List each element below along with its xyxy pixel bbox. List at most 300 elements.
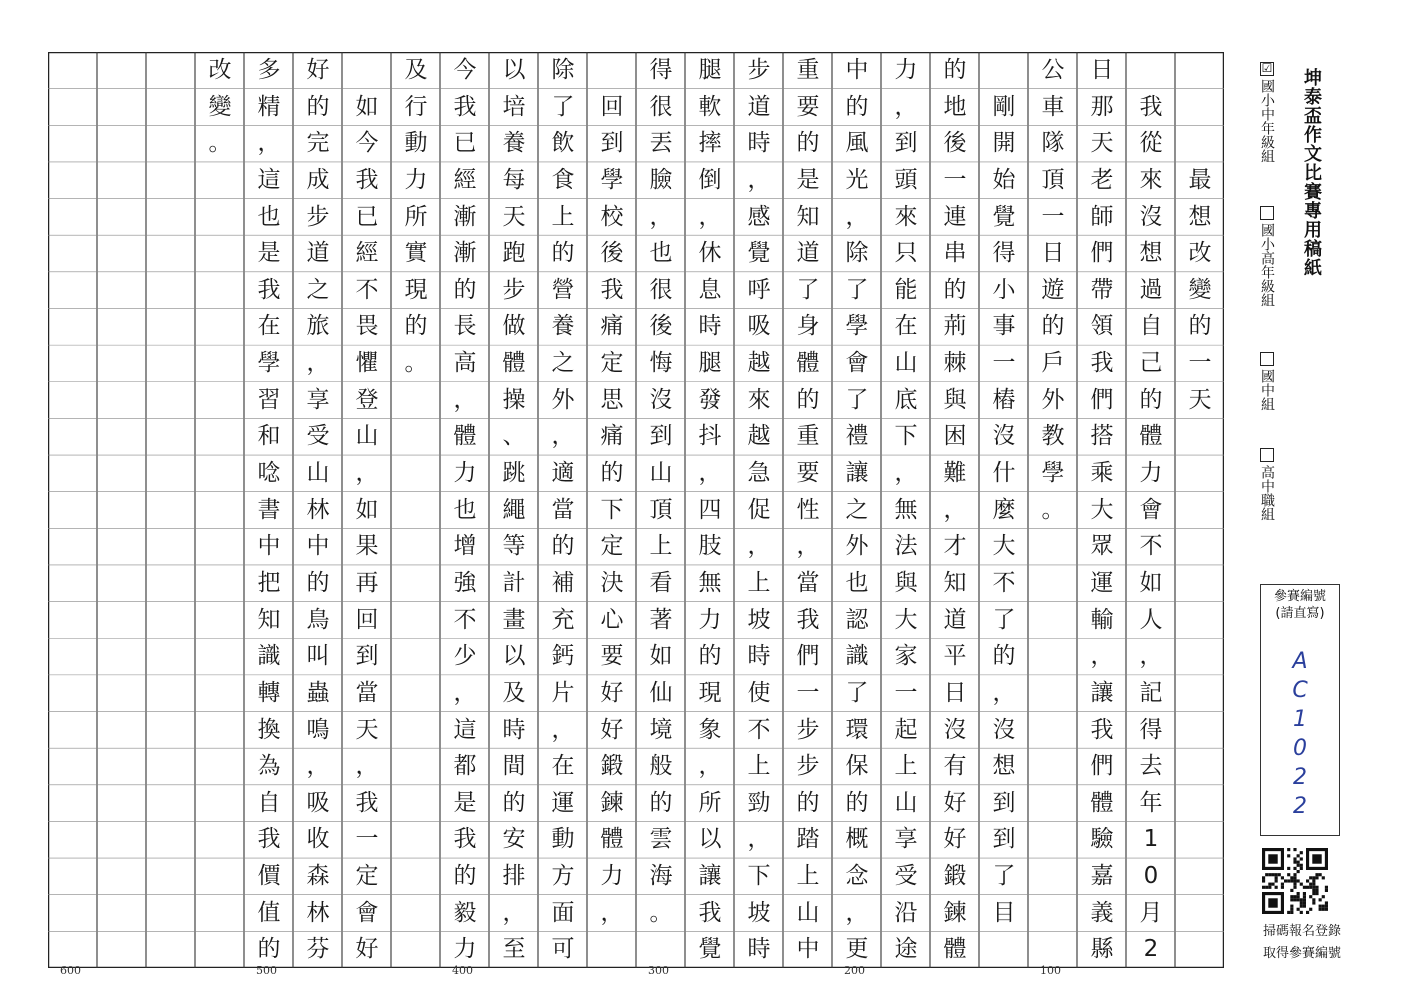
essay-char: 鳴 [306,716,330,743]
essay-char: 的 [943,276,967,303]
essay-char: 肢 [698,533,722,560]
essay-char: 好 [943,789,967,816]
essay-char: 讓 [1090,679,1114,706]
essay-char: ， [845,899,869,926]
essay-char: 得 [649,57,673,83]
essay-char: 海 [649,863,673,890]
essay-char: 日 [943,679,967,706]
essay-char: 養 [551,313,575,340]
essay-char: 力 [600,863,624,890]
essay-char: 的 [551,533,575,560]
essay-char: 養 [502,130,526,157]
essay-char: 呼 [747,276,771,303]
essay-char: 改 [208,57,232,83]
essay-char: 鍊 [600,789,624,816]
essay-char: 也 [453,496,477,523]
essay-char: ， [502,899,526,926]
essay-char: 識 [845,643,869,670]
essay-char: 經 [355,240,379,267]
essay-char: 很 [649,93,673,120]
essay-char: 的 [257,936,281,963]
essay-char: 沒 [943,716,967,743]
essay-char: 畫 [502,606,526,633]
essay-char: 經 [453,166,477,193]
essay-char: 下 [894,423,918,450]
essay-char: 們 [1090,386,1114,413]
essay-char: 做 [502,313,526,340]
essay-char: 林 [306,496,330,523]
essay-char: 知 [943,569,967,596]
essay-char: 培 [502,93,526,120]
essay-char: 的 [698,643,722,670]
essay-char: 體 [1090,789,1114,816]
essay-char: ， [698,460,722,487]
essay-char: 不 [355,276,379,303]
essay-char: 所 [404,203,428,230]
essay-char: 好 [600,679,624,706]
essay-char: 己 [1139,350,1163,377]
group-label: 國小中年級組 [1259,79,1275,163]
essay-char: 到 [992,826,1016,853]
essay-char: 連 [943,203,967,230]
essay-char: 鍛 [600,753,624,780]
essay-char: 人 [1139,606,1163,633]
essay-char: 臉 [649,166,673,193]
essay-char: 串 [943,240,967,267]
essay-char: 沒 [992,423,1016,450]
entry-number-box [1260,584,1340,836]
essay-char: 外 [1041,386,1065,413]
essay-char: 受 [894,863,918,890]
essay-char: 跑 [502,240,526,267]
essay-char: 我 [698,899,722,926]
essay-char: ， [747,533,771,560]
essay-char: ， [943,496,967,523]
essay-char: 漸 [453,240,477,267]
essay-char: ， [355,753,379,780]
essay-char: 來 [1139,166,1163,193]
essay-char: 悔 [649,350,673,377]
essay-char: 我 [600,276,624,303]
essay-char: 力 [894,57,918,83]
essay-char: 好 [943,826,967,853]
essay-char: 頭 [894,166,918,193]
scale-tick: 600 [60,964,81,977]
essay-char: 上 [796,863,820,890]
essay-char: 2 [1143,936,1159,963]
essay-char: 身 [796,313,820,340]
essay-char: 日 [1090,57,1114,83]
essay-char: 完 [306,130,330,157]
essay-char: 的 [600,460,624,487]
essay-char: 要 [796,93,820,120]
essay-char: 是 [257,240,281,267]
essay-char: 所 [698,789,722,816]
essay-char: 道 [747,93,771,120]
essay-char: 讓 [698,863,722,890]
essay-char: 重 [796,423,820,450]
essay-char: 力 [698,606,722,633]
essay-char: 事 [992,313,1016,340]
group-label: 國小高年級組 [1259,223,1275,307]
essay-char: 眾 [1090,533,1114,560]
essay-char: 一 [796,679,820,706]
essay-char: 棘 [943,350,967,377]
essay-char: ， [551,716,575,743]
essay-char: 旅 [306,313,330,340]
essay-char: ， [306,350,330,377]
essay-char: 中 [306,533,330,560]
essay-char: 概 [845,826,869,853]
essay-char: 覺 [698,936,722,963]
essay-char: 了 [992,606,1016,633]
essay-char: 我 [1139,93,1163,120]
essay-char: ， [306,753,330,780]
essay-char: 可 [551,936,575,963]
essay-char: 道 [943,606,967,633]
essay-char: 著 [649,606,673,633]
essay-char: 識 [257,643,281,670]
essay-char: 才 [943,533,967,560]
essay-char: 覺 [992,203,1016,230]
essay-char: 習 [257,386,281,413]
essay-char: 適 [551,460,575,487]
essay-char: 的 [845,789,869,816]
essay-char: 一 [1188,350,1212,377]
essay-char: 回 [600,93,624,120]
essay-char: 享 [306,386,330,413]
essay-char: 也 [845,569,869,596]
group-option[interactable] [1258,62,1276,163]
essay-char: 禮 [845,423,869,450]
essay-char: 力 [404,166,428,193]
qr-caption: 取得參賽編號 [1262,946,1341,961]
essay-char: 公 [1041,57,1065,83]
essay-char: 山 [355,423,379,450]
essay-char: 當 [551,496,575,523]
essay-char: 中 [257,533,281,560]
essay-char: 風 [845,130,869,157]
essay-char: 鍊 [943,899,967,926]
essay-char: 一 [1041,203,1065,230]
essay-char: 日 [1041,240,1065,267]
essay-char: 縣 [1090,936,1114,963]
essay-char: 到 [649,423,673,450]
essay-char: 能 [894,276,918,303]
essay-char: 下 [747,863,771,890]
essay-char: 一 [355,826,379,853]
essay-char: 值 [257,899,281,926]
essay-char: 實 [404,240,428,267]
essay-char: 了 [992,863,1016,890]
essay-char: 步 [306,203,330,230]
essay-char: 毅 [453,899,477,926]
essay-char: 什 [992,460,1016,487]
essay-char: 價 [257,863,281,890]
qr-caption: 掃碼報名登錄 [1262,924,1341,939]
essay-char: 的 [502,789,526,816]
essay-char: 。 [208,130,232,157]
essay-char: 增 [453,533,477,560]
essay-char: 開 [992,130,1016,157]
essay-char: 天 [1188,386,1212,413]
essay-char: 今 [453,57,477,83]
qr-code-icon[interactable] [1262,848,1328,914]
essay-char: 我 [257,276,281,303]
essay-char: 營 [551,276,575,303]
essay-char: 現 [404,276,428,303]
checkbox[interactable] [1260,448,1274,462]
essay-char: ， [453,679,477,706]
essay-char: 林 [306,899,330,926]
essay-char: 我 [355,789,379,816]
essay-char: 那 [1090,93,1114,120]
essay-char: 得 [1139,716,1163,743]
essay-char: 的 [992,643,1016,670]
essay-char: 繩 [502,496,526,523]
essay-char: 會 [1139,496,1163,523]
essay-char: 如 [355,496,379,523]
essay-char: 底 [894,386,918,413]
essay-char: 們 [796,643,820,670]
essay-char: 當 [796,569,820,596]
essay-char: 我 [1090,350,1114,377]
scale-tick: 100 [1040,964,1061,977]
checkbox[interactable] [1260,352,1274,366]
essay-char: 鍛 [943,863,967,890]
essay-char: 來 [747,386,771,413]
essay-char: 的 [649,789,673,816]
essay-char: 上 [747,569,771,596]
essay-char: 漸 [453,203,477,230]
essay-char: 思 [600,386,624,413]
essay-char: 會 [845,350,869,377]
essay-char: 如 [355,93,379,120]
essay-char: 記 [1139,679,1163,706]
essay-char: 一 [943,166,967,193]
essay-char: 排 [502,863,526,890]
essay-char: 的 [796,130,820,157]
essay-char: 步 [796,716,820,743]
essay-char: 自 [257,789,281,816]
essay-char: 間 [502,753,526,780]
essay-char: 面 [551,899,575,926]
essay-char: 畏 [355,313,379,340]
essay-char: 剛 [992,93,1016,120]
essay-char: 隊 [1041,130,1065,157]
essay-char: 乘 [1090,460,1114,487]
essay-char: 時 [698,313,722,340]
essay-char: 的 [796,386,820,413]
essay-char: 也 [649,240,673,267]
essay-char: 成 [306,166,330,193]
essay-char: 收 [306,826,330,853]
essay-char: 校 [600,203,624,230]
group-option[interactable] [1258,206,1276,307]
essay-char: 是 [796,166,820,193]
essay-char: 腿 [698,57,722,83]
essay-char: 步 [502,276,526,303]
essay-char: 了 [551,93,575,120]
essay-char: 想 [992,753,1016,780]
essay-char: ， [894,460,918,487]
essay-char: 體 [600,826,624,853]
checkbox[interactable] [1260,206,1274,220]
essay-char: 學 [257,350,281,377]
essay-char: 沒 [992,716,1016,743]
essay-char: 方 [551,863,575,890]
essay-char: 急 [747,460,771,487]
essay-char: 之 [551,350,575,377]
essay-char: 軟 [698,93,722,120]
essay-char: 和 [257,423,281,450]
essay-char: 痛 [600,313,624,340]
form-sidebar [1236,40,1406,990]
essay-char: 好 [600,716,624,743]
essay-char: ， [600,899,624,926]
essay-char: 換 [257,716,281,743]
essay-char: 山 [649,460,673,487]
essay-char: 發 [698,386,722,413]
essay-char: 為 [257,753,281,780]
essay-char: 是 [453,789,477,816]
essay-char: 腿 [698,350,722,377]
essay-char: 了 [796,276,820,303]
essay-char: 抖 [698,423,722,450]
essay-char: 要 [796,460,820,487]
group-option[interactable] [1258,448,1276,521]
essay-char: 在 [257,313,281,340]
essay-char: 每 [502,166,526,193]
essay-char: 食 [551,166,575,193]
essay-char: 在 [894,313,918,340]
essay-char: 要 [600,643,624,670]
essay-char: 感 [747,203,771,230]
essay-char: 享 [894,826,918,853]
essay-char: 保 [845,753,869,780]
essay-char: 至 [502,936,526,963]
essay-char: 補 [551,569,575,596]
essay-char: ， [992,679,1016,706]
essay-char: 途 [894,936,918,963]
essay-char: 嘉 [1090,863,1114,890]
essay-char: 不 [1139,533,1163,560]
essay-char: 我 [796,606,820,633]
essay-char: 去 [1139,753,1163,780]
essay-char: 力 [1139,460,1163,487]
group-label: 國中組 [1259,369,1275,411]
essay-char: 及 [404,57,428,83]
essay-char: 定 [600,533,624,560]
entry-number-value: AC1022 [1292,649,1308,819]
scale-tick: 200 [844,964,865,977]
essay-char: 的 [1139,386,1163,413]
essay-char: 山 [894,789,918,816]
essay-char: 倒 [698,166,722,193]
essay-char: 有 [943,753,967,780]
essay-char: 不 [453,606,477,633]
essay-char: 坡 [747,606,771,633]
essay-char: 師 [1090,203,1114,230]
essay-char: 少 [453,643,477,670]
essay-char: 大 [1090,496,1114,523]
essay-char: 使 [747,679,771,706]
essay-char: 把 [257,569,281,596]
manuscript-grid [48,52,1224,968]
group-option[interactable] [1258,352,1276,411]
essay-char: ， [698,753,722,780]
essay-char: ， [747,826,771,853]
essay-char: 帶 [1090,276,1114,303]
essay-char: 以 [502,57,526,83]
essay-char: 很 [649,276,673,303]
essay-char: 上 [894,753,918,780]
essay-char: 時 [747,643,771,670]
essay-char: 上 [551,203,575,230]
essay-char: 麼 [992,496,1016,523]
essay-char: ， [796,533,820,560]
essay-char: 後 [649,313,673,340]
essay-char: 頂 [649,496,673,523]
essay-char: 體 [453,423,477,450]
essay-char: 了 [845,679,869,706]
essay-char: 的 [1041,313,1065,340]
essay-char: 時 [747,130,771,157]
essay-char: ， [453,386,477,413]
essay-char: 的 [1188,313,1212,340]
essay-char: 大 [992,533,1016,560]
essay-char: 動 [404,130,428,157]
essay-char: 息 [698,276,722,303]
essay-char: 吸 [747,313,771,340]
essay-char: 摔 [698,130,722,157]
essay-char: 促 [747,496,771,523]
group-label: 高中職組 [1259,465,1275,521]
essay-char: 心 [600,606,624,633]
essay-char: 我 [355,166,379,193]
essay-char: 現 [698,679,722,706]
essay-char: ， [894,93,918,120]
checkbox[interactable]: ☑ [1261,61,1273,75]
essay-char: 休 [698,240,722,267]
essay-char: 年 [1139,789,1163,816]
essay-char: 如 [649,643,673,670]
essay-char: ， [845,203,869,230]
essay-char: ， [747,166,771,193]
essay-char: 好 [355,936,379,963]
essay-char: 得 [992,240,1016,267]
essay-char: 境 [649,716,673,743]
essay-char: 家 [894,643,918,670]
essay-char: 頂 [1041,166,1065,193]
essay-char: 道 [306,240,330,267]
essay-char: 學 [600,166,624,193]
essay-char: 的 [943,57,967,83]
essay-char: 知 [257,606,281,633]
essay-char: 的 [453,276,477,303]
essay-char: 我 [257,826,281,853]
essay-char: 覺 [747,240,771,267]
essay-char: 以 [502,643,526,670]
essay-char: 步 [796,753,820,780]
essay-char: 時 [747,936,771,963]
essay-char: 起 [894,716,918,743]
essay-char: 鈣 [551,643,575,670]
essay-char: 義 [1090,899,1114,926]
essay-char: 這 [453,716,477,743]
essay-char: 自 [1139,313,1163,340]
essay-char: 今 [355,130,379,157]
